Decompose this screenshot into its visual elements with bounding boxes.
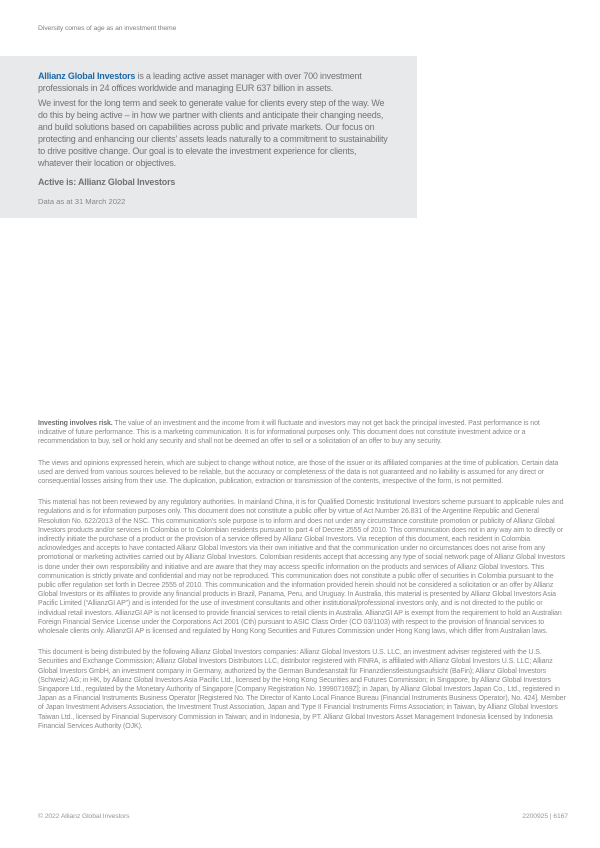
page-footer [38, 813, 568, 820]
copyright-notice: © 2022 Allianz Global Investors [38, 813, 130, 820]
brand-name: Allianz Global Investors [38, 71, 136, 81]
intro-text: is a leading active asset manager with over 700 investment professionals in 24 offices worldwide and managing EUR 637 billion in assets. [38, 71, 362, 93]
intro-box [0, 56, 417, 218]
views-paragraph: The views and opinions expressed herein, which are subject to change without notice, are those of the issuer or its affiliated companies at the time of publication. Certain data used are derived from various sources believed to be reliable, but the accuracy or completeness of the data is not guaranteed and no liability is assumed for any direct or consequential losses arising from their use. The duplication, publication, extraction or transmission of the contents, irrespective of the form, is not permitted. [38, 459, 559, 486]
running-head: Diversity comes of age as an investment theme [38, 25, 177, 32]
regulatory-paragraph: This material has not been reviewed by any regulatory authorities. In mainland China, it is for Qualified Domestic Institutional Investors scheme pursuant to applicable rules and regulations and is for information purposes only. This document does not constitute a public offer by virtue of Act Number 26.831 of the Argentine Republic and General Resolution No. 622/2013 of the NSC. This communication’s sole purpose is to inform and does not under any circumstance constitute promotion or publicity of Allianz Global Investors products and/or services in Colombia or to Colombian residents pursuant to part 4 of Decree 2555 of 2010. This communication does not in any way aim to directly or indirectly initiate the purchase of a product or the provision of a service offered by Allianz Global Investors. Via reception of this document, each resident in Colombia acknowledges and accepts to have contacted Allianz Global Investors via their own initiative and that the communication under no circumstances does not arise from any promotional or marketing activities carried out by Allianz Global Investors. Colombian residents accept that accessing any type of social network page of Allianz Global Investors is done under their own responsibility and initiative and are aware that they may access specific information on the products and services of Allianz Global Investors. This communication is strictly private and confidential and may not be reproduced. This communication does not constitute a public offer of securities in Colombia pursuant to the public offer regulation set forth in Decree 2555 of 2010. This communication and the information provided herein should not be considered a solicitation or an offer by Allianz Global Investors or its affiliates to provide any financial products in Brazil, Panama, Peru, and Uruguay. In Australia, this material is presented by Allianz Global Investors Asia Pacific Limited (“AllianzGI AP”) and is intended for the use of investment consultants and other institutional/professional investors only, and is not directed to the public or individual retail investors. AllianzGI AP is not licensed to provide financial services to retail clients in Australia. AllianzGI AP is exempt from the requirement to hold an Australian Foreign Financial Service License under the Corporations Act 2001 (Cth) pursuant to ASIC Class Order (CO 03/1103) with respect to the provision of financial services to wholesale clients only. AllianzGI AP is licensed and regulated by Hong Kong Securities and Futures Commission under Hong Kong laws, which differ from Australian laws. [38, 499, 565, 636]
distribution-paragraph: This document is being distributed by the following Allianz Global Investors companies: Allianz Global Investors U.S. LLC, an investment adviser registered with the U.S. Securities and Exchange Commission; Allianz Global Investors Distributors LLC, distributor registered with FINRA, is affiliated with Allianz Global Investors U.S. LLC; Allianz Global Investors GmbH, an investment company in Germany, authorized by the German Bundesanstalt für Finanzdienstleistungsaufsicht (BaFin); Allianz Global Investors (Schweiz) AG; in HK, by Allianz Global Investors Asia Pacific Ltd., licensed by the Hong Kong Securities and Futures Commission; in Singapore, by Allianz Global Investors Singapore Ltd., regulated by the Monetary Authority of Singapore [Company Registration No. 199907169Z]; in Japan, by Allianz Global Investors Japan Co., Ltd., registered in Japan as a Financial Instruments Business Operator [Registered No. The Director of Kanto Local Finance Bureau (Financial Instruments Business Operator), No. 424], Member of Japan Investment Advisers Association, the Investment Trust Association, Japan and Type II Financial Instruments Firms Association; in Taiwan, by Allianz Global Investors Taiwan Ltd., licensed by Financial Supervisory Commission in Taiwan; and in Indonesia, by PT. Allianz Global Investors Asset Management Indonesia licensed by Indonesia Financial Services Authority (OJK). [38, 649, 566, 730]
data-as-at: Data as at 31 March 2022 [38, 197, 126, 206]
mission-paragraph: We invest for the long term and seek to generate value for clients every step of the way. We do this by being active – in how we partner with clients and anticipate their changing needs, and build solutions based on capabilities across public and private markets. Our focus on protecting and enhancing our clients’ assets leads naturally to a commitment to sustainability to drive positive change. Our goal is to elevate the investment experience for clients, whatever their location or objectives. [38, 98, 388, 168]
risk-lead-bold: Investing involves risk. [38, 420, 113, 427]
active-is-tagline: Active is: Allianz Global Investors [38, 177, 176, 187]
intro-paragraph [38, 70, 393, 94]
disclaimer-section [38, 419, 568, 743]
document-number: 2200925 | 6167 [522, 813, 568, 820]
risk-paragraph [38, 419, 568, 447]
risk-text: The value of an investment and the income from it will fluctuate and investors may not get back the principal invested. Past performance is not indicative of future performance. This is a marketing communication. It is for informational purposes only. This document does not constitute investment advice or a recommendation to buy, sell or hold any security and shall not be deemed an offer to sell or a solicitation of an offer to buy any security. [38, 420, 540, 446]
